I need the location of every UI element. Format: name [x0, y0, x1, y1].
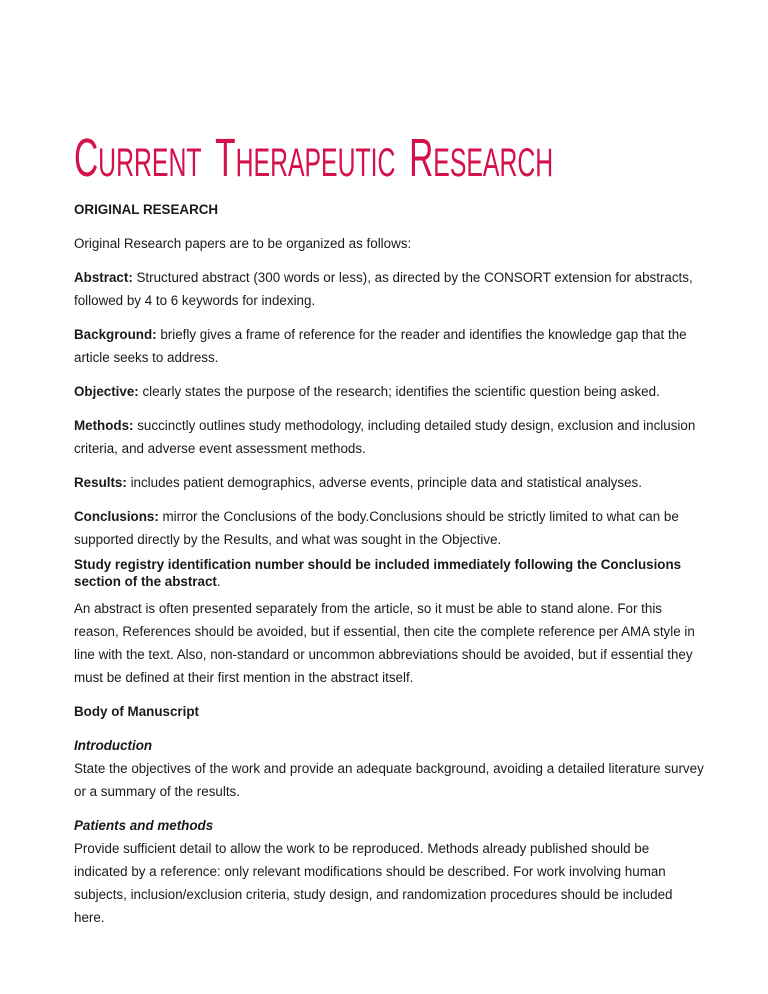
section-title-introduction: Introduction: [74, 738, 153, 753]
logo-word: RESEARCH: [409, 128, 554, 188]
abstract-item-abstract: Abstract: Structured abstract (300 words or less), as directed by the CONSORT extension for abstracts, followed by 4 to 6 keywords for indexing.: [74, 270, 693, 308]
abstract-item-methods: Methods: succinctly outlines study methodology, including detailed study design, exclusion and inclusion criteria, and adverse event assessment methods.: [74, 418, 696, 456]
registry-note: Study registry identification number should be included immediately following the Conclusions section of the abstract.: [74, 557, 682, 589]
section-title-patients-methods: Patients and methods: [74, 818, 214, 833]
abstract-item-background: Background: briefly gives a frame of reference for the reader and identifies the knowledge gap that the article seeks to address.: [74, 327, 687, 365]
section-text-introduction: State the objectives of the work and provide an adequate background, avoiding a detailed literature survey or a summary of the results.: [74, 761, 704, 799]
document-body: [74, 192, 704, 929]
logo-word: THERAPEUTIC: [215, 128, 396, 188]
abstract-item-results: Results: includes patient demographics, adverse events, principle data and statistical analyses.: [74, 475, 642, 490]
intro-text: Original Research papers are to be organized as follows:: [74, 236, 412, 251]
section-heading: ORIGINAL RESEARCH: [74, 202, 219, 217]
abstract-item-objective: Objective: clearly states the purpose of the research; identifies the scientific question being asked.: [74, 384, 660, 399]
abstract-item-conclusions: Conclusions: mirror the Conclusions of the body.Conclusions should be strictly limited to what can be supported directly by the Results, and what was sought in the Objective.: [74, 509, 679, 547]
body-heading: Body of Manuscript: [74, 704, 199, 719]
logo-word: CURRENT: [74, 128, 202, 188]
standalone-paragraph: An abstract is often presented separately from the article, so it must be able to stand alone. For this reason, References should be avoided, but if essential, then cite the complete reference per AMA style in line with the text. Also, non-standard or uncommon abbreviations should be avoided, but if essential they must be defined at their first mention in the abstract itself.: [74, 601, 695, 685]
journal-logo: [74, 128, 567, 188]
section-text-patients-methods: Provide sufficient detail to allow the work to be reproduced. Methods already published should be indicated by a reference: only relevant modifications should be described. For work involving human subjects, inclusion/exclusion criteria, study design, and randomization procedures should be included here.: [74, 841, 673, 925]
